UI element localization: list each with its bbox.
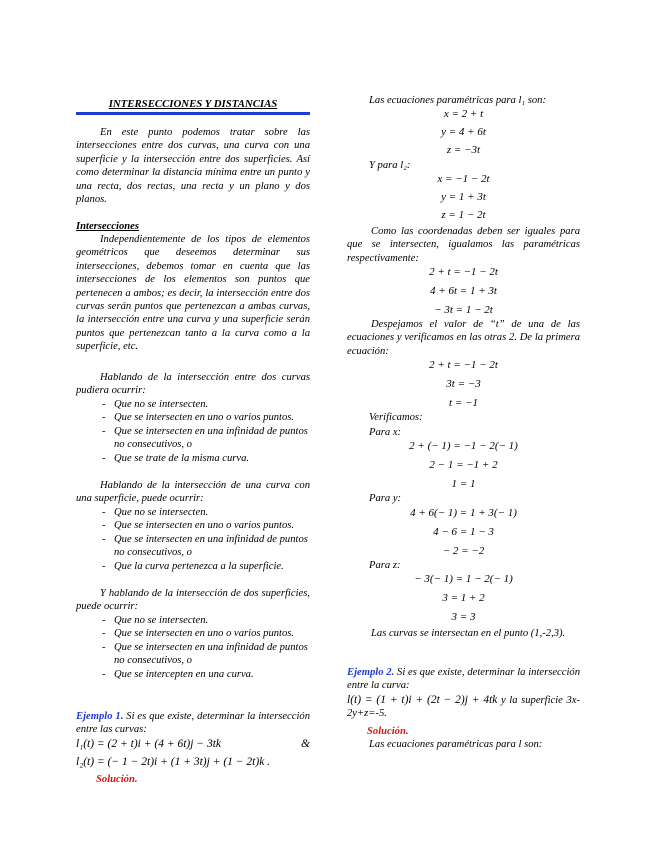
paragraph-coordenadas: Como las coordenadas deben ser iguales para que se intersecten, igualamos las paramétricas respectivamente:	[347, 226, 580, 264]
list-item: - Que no se intersecten.	[76, 398, 310, 411]
ejemplo-1-curve-1: l₁(t) = (2 + t)i + (4 + 6t)j − 3tk	[76, 738, 221, 750]
ejemplo-2-label: Ejemplo 2.	[347, 667, 395, 678]
parametric-l1-intro: Las ecuaciones paramétricas para l₁ son:	[369, 95, 546, 106]
paragraph-dos-curvas: Hablando de la intersección entre dos curvas pudiera ocurrir:	[76, 372, 310, 397]
section-heading-intersecciones: Intersecciones	[76, 221, 139, 232]
para-z-label: Para z:	[369, 560, 401, 571]
ejemplo-1-curve-1-row	[76, 738, 310, 751]
equation-line: − 2 = −2	[442, 545, 485, 557]
list-item: - Que no se intersecten.	[76, 506, 310, 519]
page-title: INTERSECCIONES Y DISTANCIAS	[108, 98, 278, 110]
list-item: - Que se trate de la misma curva.	[76, 452, 310, 465]
equation-line: 3 = 1 + 2	[442, 592, 485, 604]
ampersand: &	[301, 738, 310, 750]
list-item: - Que no se intersecten.	[76, 614, 310, 627]
ejemplo-2-curve-row	[347, 694, 580, 721]
paragraph-despejamos: Despejamos el valor de “t” de una de las ecuaciones y verificamos en las otras 2. De la primera ecuación:	[347, 319, 580, 357]
paragraph-dos-superficies: Y hablando de la intersección de dos superficies, puede ocurrir:	[76, 588, 310, 613]
equation-line: 4 + 6(− 1) = 1 + 3(− 1)	[410, 507, 517, 519]
equation-line: x = −1 − 2t	[437, 173, 490, 185]
paragraph-curva-superficie: Hablando de la intersección de una curva con una superficie, puede ocurrir:	[76, 480, 310, 505]
verificamos-label: Verificamos:	[369, 412, 423, 423]
list-superficies	[76, 614, 310, 681]
equation-line: 4 + 6t = 1 + 3t	[430, 285, 497, 297]
list-item: - Que se intersecten en uno o varios puntos.	[76, 627, 310, 640]
list-item: - Que la curva pertenezca a la superficie.	[76, 560, 310, 573]
ejemplo-2-curve: l(t) = (1 + t)i + (2t − 2)j + 4tk	[347, 694, 498, 706]
equation-line: − 3t = 1 − 2t	[434, 304, 493, 316]
para-y-label: Para y:	[369, 493, 402, 504]
list-item: - Que se intersecten en una infinidad de puntos no consecutivos, o	[76, 533, 310, 560]
list-item: - Que se intercepten en una curva.	[76, 668, 310, 681]
equation-line: − 3(− 1) = 1 − 2(− 1)	[414, 573, 513, 585]
equation-line: 2 + (− 1) = −1 − 2(− 1)	[409, 440, 518, 452]
equation-line: 2 − 1 = −1 + 2	[429, 459, 498, 471]
equation-line: 3 = 3	[451, 611, 476, 623]
equation-line: 2 + t = −1 − 2t	[429, 266, 498, 278]
equation-line: z = 1 − 2t	[441, 209, 486, 221]
ejemplo-2-statement	[347, 666, 580, 693]
equation-line: 1 = 1	[451, 478, 476, 490]
parametric-l-intro: Las ecuaciones paramétricas para l son:	[369, 739, 543, 750]
equation-line: x = 2 + t	[443, 108, 484, 120]
list-item: - Que se intersecten en una infinidad de puntos no consecutivos, o	[76, 425, 310, 452]
list-item: - Que se intersecten en uno o varios puntos.	[76, 519, 310, 532]
ejemplo-2-surface: y la superficie 3x-2y+z=-5.	[347, 695, 580, 720]
intro-paragraph: En este punto podemos tratar sobre las intersecciones entre dos curvas, una curva con una superficie y la intersección entre dos superficies. Así como determinar la distancia mínima entre un punto y una recta, dos rectas, una recta y un plano y dos planos.	[76, 127, 310, 206]
list-item: - Que se intersecten en una infinidad de puntos no consecutivos, o	[76, 641, 310, 668]
equation-line: t = −1	[449, 397, 478, 409]
conclusion-paragraph: Las curvas se intersectan en el punto (1,-2,3).	[371, 628, 566, 639]
equation-line: 4 − 6 = 1 − 3	[433, 526, 494, 538]
list-curvas	[76, 398, 310, 465]
para-x-label: Para x:	[369, 427, 402, 438]
paragraph-intersecciones: Independientemente de los tipos de elementos geométricos que deseemos determinar sus intersecciones, debemos tomar en cuenta que las intersecciones de los elementos son puntos que pertenecen a ambos; es decir, la intersección entre dos curvas serán puntos que pertenezcan a ambas curvas, la intersección entre una curva y una superficie serán puntos que pertenezcan tanto a la curva como a la superficie, etc.	[76, 234, 310, 353]
equation-line: 3t = −3	[446, 378, 481, 390]
ejemplo-2-text: Si es que existe, determinar la intersección entre la curva:	[347, 667, 580, 692]
ejemplo-1-label: Ejemplo 1.	[76, 711, 124, 722]
ejemplo-1-text: Si es que existe, determinar la intersección entre las curvas:	[76, 711, 310, 736]
solucion-2-label: Solución.	[367, 726, 409, 737]
list-item: - Que se intersecten en uno o varios puntos.	[76, 411, 310, 424]
equation-line: z = −3t	[446, 144, 481, 156]
equation-line: y = 4 + 6t	[441, 126, 486, 138]
equation-line: 2 + t = −1 − 2t	[429, 359, 498, 371]
ejemplo-1-statement	[76, 710, 310, 737]
list-curva-superficie	[76, 506, 310, 573]
parametric-l2-intro: Y para l₂:	[369, 160, 411, 171]
ejemplo-1-curve-2: l₂(t) = (− 1 − 2t)i + (1 + 3t)j + (1 − 2t)k .	[76, 756, 271, 768]
equation-line: y = 1 + 3t	[441, 191, 486, 203]
solucion-1-label: Solución.	[96, 774, 138, 785]
title-underline-rule	[76, 112, 310, 115]
